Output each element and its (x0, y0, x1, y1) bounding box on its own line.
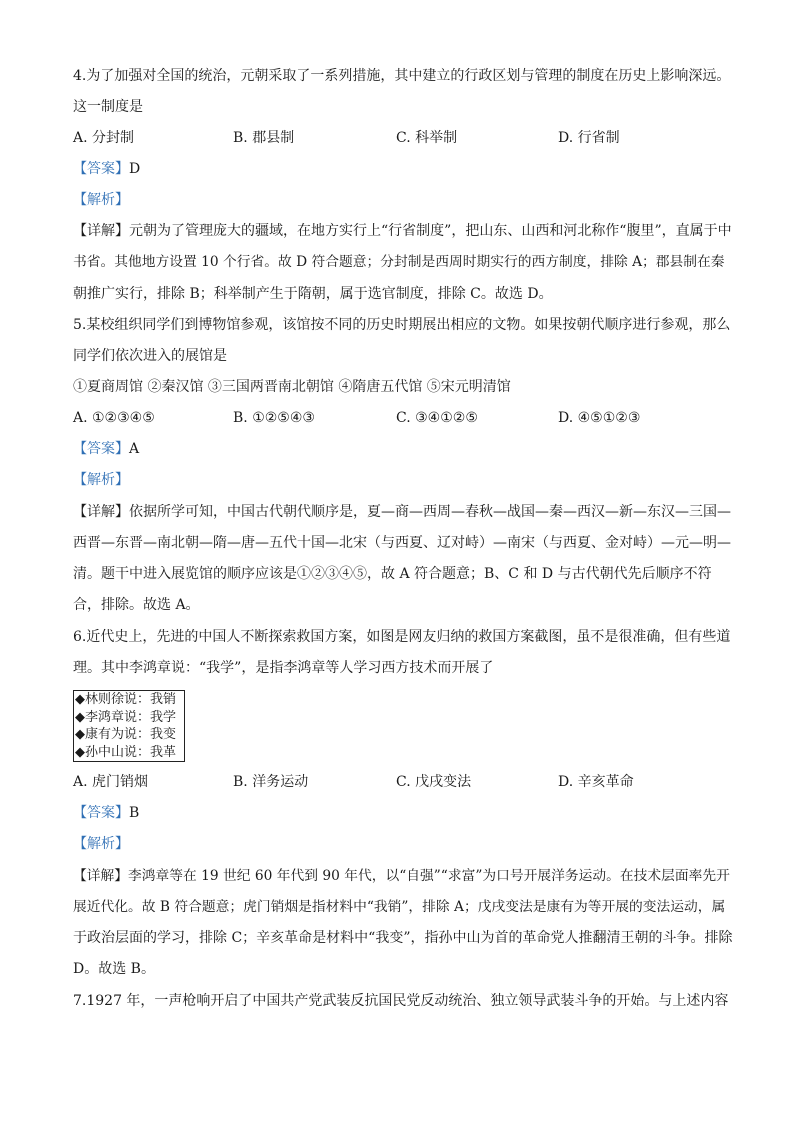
q5-stem-line-1: 5.某校组织同学们到博物馆参观，该馆按不同的历史时期展出相应的文物。如果按朝代顺序进行参观，那么 (73, 317, 731, 333)
q6-detail-line-1 (73, 866, 730, 886)
q4-answer-line (73, 159, 140, 179)
q5-detail-text-1: 依据所学可知，中国古代朝代顺序是，夏—商—西周—春秋—战国—秦—西汉—新—东汉—三国— (129, 504, 731, 520)
q6-detail-text-1: 李鸿章等在 19 世纪 60 年代到 90 年代，以“自强”“求富”为口号开展洋务运动。在技术层面率先开 (128, 868, 730, 884)
q5-option-d: D. ④⑤①②③ (558, 410, 641, 426)
figure-row: ◆林则徐说：我销 (75, 692, 176, 707)
q4-detail-line-1 (73, 221, 732, 241)
answer-tag: 【答案】 (73, 161, 129, 177)
q6-stem-line-1: 6.近代史上，先进的中国人不断探索救国方案，如图是网友归纳的救国方案截图，虽不是很准确，但有些道 (73, 629, 731, 645)
q6-detail-line-2: 展近代化。故 B 符合题意；虎门销烟是指材料中“我销”，排除 A；戊戌变法是康有为等开展的变法运动，属 (73, 899, 726, 915)
q5-detail-line-3: 清。题干中进入展览馆的顺序应该是①②③④⑤，故 A 符合题意；B、C 和 D 与古代朝代先后顺序不符 (73, 566, 712, 582)
q6-option-a: A. 虎门销烟 (73, 774, 149, 790)
answer-tag: 【答案】 (73, 441, 129, 457)
q4-answer: D (129, 161, 141, 177)
q6-answer-line (73, 803, 139, 823)
q6-answer: B (129, 805, 140, 821)
q5-answer-line (73, 439, 139, 459)
figure-row: ◆李鸿章说：我学 (75, 709, 176, 725)
q5-analysis-tag: 【解析】 (73, 472, 129, 488)
q4-option-a: A. 分封制 (73, 130, 135, 146)
detail-tag: 【详解】 (73, 504, 129, 520)
figure-row: ◆康有为说：我变 (75, 727, 176, 742)
q5-option-a: A. ①②③④⑤ (73, 410, 155, 426)
q5-answer: A (129, 441, 140, 457)
q6-detail-line-4: D。故选 B。 (73, 961, 155, 977)
q6-figure-screenshot (73, 690, 185, 762)
q4-detail-line-2: 书省。其他地方设置 10 个行省。故 D 符合题意；分封制是西周时期实行的西方制度，排除 A；郡县制在秦 (73, 254, 725, 270)
q5-detail-line-2: 西晋—东晋—南北朝—隋—唐—五代十国—北宋（与西夏、辽对峙）—南宋（与西夏、金对峙）—元—明— (73, 535, 731, 551)
q6-option-d: D. 辛亥革命 (558, 774, 634, 790)
q6-option-b: B. 洋务运动 (233, 774, 309, 790)
q6-option-c: C. 戊戌变法 (396, 774, 472, 790)
q4-stem-line-1: 4.为了加强对全国的统治，元朝采取了一系列措施，其中建立的行政区划与管理的制度在历史上影响深远。 (73, 68, 731, 84)
q4-detail-line-3: 朝推广实行，排除 B；科举制产生于隋朝，属于选官制度，排除 C。故选 D。 (73, 286, 553, 302)
q5-detail-line-4: 合，排除。故选 A。 (73, 597, 200, 613)
detail-tag: 【详解】 (73, 868, 129, 884)
q5-option-c: C. ③④①②⑤ (396, 410, 478, 426)
q5-halls-list: ①夏商周馆 ②秦汉馆 ③三国两晋南北朝馆 ④隋唐五代馆 ⑤宋元明清馆 (73, 379, 511, 395)
q6-detail-line-3: 于政治层面的学习，排除 C；辛亥革命是材料中“我变”，指孙中山为首的革命党人推翻清王朝的斗争。排除 (73, 930, 733, 946)
q4-stem-line-2: 这一制度是 (73, 99, 143, 115)
q6-stem-line-2: 理。其中李鸿章说：“我学”，是指李鸿章等人学习西方技术而开展了 (73, 660, 494, 676)
q5-detail-line-1 (73, 502, 731, 522)
q4-detail-text-1: 元朝为了管理庞大的疆域，在地方实行上“行省制度”，把山东、山西和河北称作“腹里”，直属于中 (129, 223, 732, 239)
figure-row: ◆孙中山说：我革 (75, 744, 176, 760)
q5-stem-line-2: 同学们依次进入的展馆是 (73, 348, 227, 364)
answer-tag: 【答案】 (73, 805, 129, 821)
q6-analysis-tag: 【解析】 (73, 836, 129, 852)
q5-option-b: B. ①②⑤④③ (233, 410, 315, 426)
q7-stem-line-1: 7.1927 年，一声枪响开启了中国共产党武装反抗国民党反动统治、独立领导武装斗争的开始。与上述内容 (73, 993, 729, 1009)
q4-option-c: C. 科举制 (396, 130, 458, 146)
q4-option-b: B. 郡县制 (233, 130, 295, 146)
q4-option-d: D. 行省制 (558, 130, 620, 146)
q4-analysis-tag: 【解析】 (73, 192, 129, 208)
detail-tag: 【详解】 (73, 223, 129, 239)
